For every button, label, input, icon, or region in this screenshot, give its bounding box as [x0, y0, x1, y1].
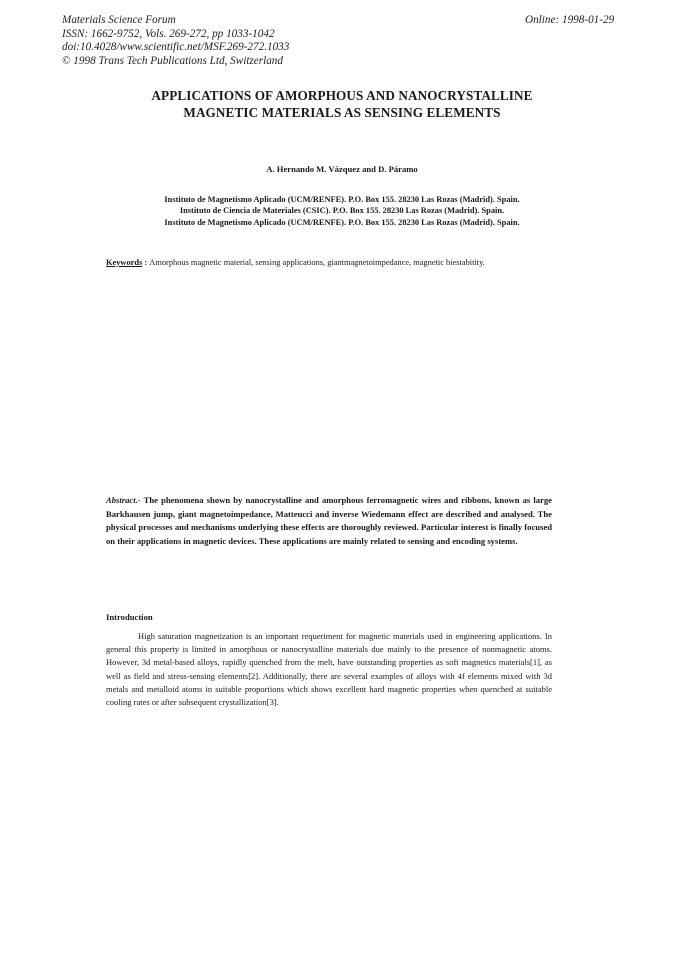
title-line-1: APPLICATIONS OF AMORPHOUS AND NANOCRYSTALLINE [151, 88, 533, 103]
introduction-paragraph [106, 630, 552, 709]
doi-line: doi:10.4028/www.scientific.net/MSF.269-272.1033 [62, 41, 290, 54]
issn-line: ISSN: 1662-9752, Vols. 269-272, pp 1033-1042 [62, 27, 275, 40]
journal-header [62, 14, 289, 68]
title-line-2: MAGNETIC MATERIALS AS SENSING ELEMENTS [183, 105, 501, 120]
keywords-label: Keywords [106, 258, 143, 267]
paper-title [0, 87, 678, 121]
affiliation-1: Instituto de Magnetismo Aplicado (UCM/RENFE). P.O. Box 155. 28230 Las Rozas (Madrid). Spain. [164, 195, 520, 204]
abstract [106, 494, 552, 548]
affiliations [0, 194, 678, 228]
online-date: Online: 1998-01-29 [525, 14, 615, 26]
abstract-text: The phenomena shown by nanocrystalline and amorphous ferromagnetic wires and ribbons, known as large Barkhausen jump, giant magnetoimpedance, Matteucci and inverse Wiedemann effect are described and analysed. The physical processes and mechanisms underlying these effects are thoroughly reviewed. Particular interest is finally focused on their applications in magnetic devices. These applications are mainly related to sensing and encoding systems. [106, 495, 552, 546]
keywords-separator: : [142, 258, 150, 267]
affiliation-2: Instituto de Ciencia de Materiales (CSIC). P.O. Box 155. 28230 Las Rozas (Madrid). Spain. [179, 206, 505, 216]
introduction-text: High saturation magnetization is an important requeriment for magnetic materials used in engineering applications. In general this property is limited in amorphous or nanocrystalline materials due mainly to the presence of nonmagnetic atoms. However, 3d metal-based alloys, rapidly quenched from the melt, have outstanding properties as soft magnetics materials[1], as well as field and stress-sensing elements[2]. Additionally, there are several examples of alloys with 4f elements mixed with 3d metals and metalloid atoms in suitable proportions which shows excellent hard magnetic properties when quenched at suitable cooling rates or after subsequent crystallization[3]. [106, 631, 552, 708]
authors: A. Hernando M. Vázquez and D. Páramo [266, 164, 418, 174]
section-heading-introduction: Introduction [106, 612, 153, 622]
copyright-line: © 1998 Trans Tech Publications Ltd, Switzerland [62, 54, 283, 67]
abstract-lead: Abstract.- [106, 495, 141, 505]
affiliation-3: Instituto de Magnetismo Aplicado (UCM/RENFE). P.O. Box 155. 28230 Las Rozas (Madrid). Spain. [164, 217, 520, 227]
keywords [106, 257, 485, 268]
journal-name: Materials Science Forum [62, 14, 176, 26]
keywords-text: Amorphous magnetic material, sensing applications, giantmagnetoimpedance, magnetic biestabitity. [149, 258, 485, 267]
